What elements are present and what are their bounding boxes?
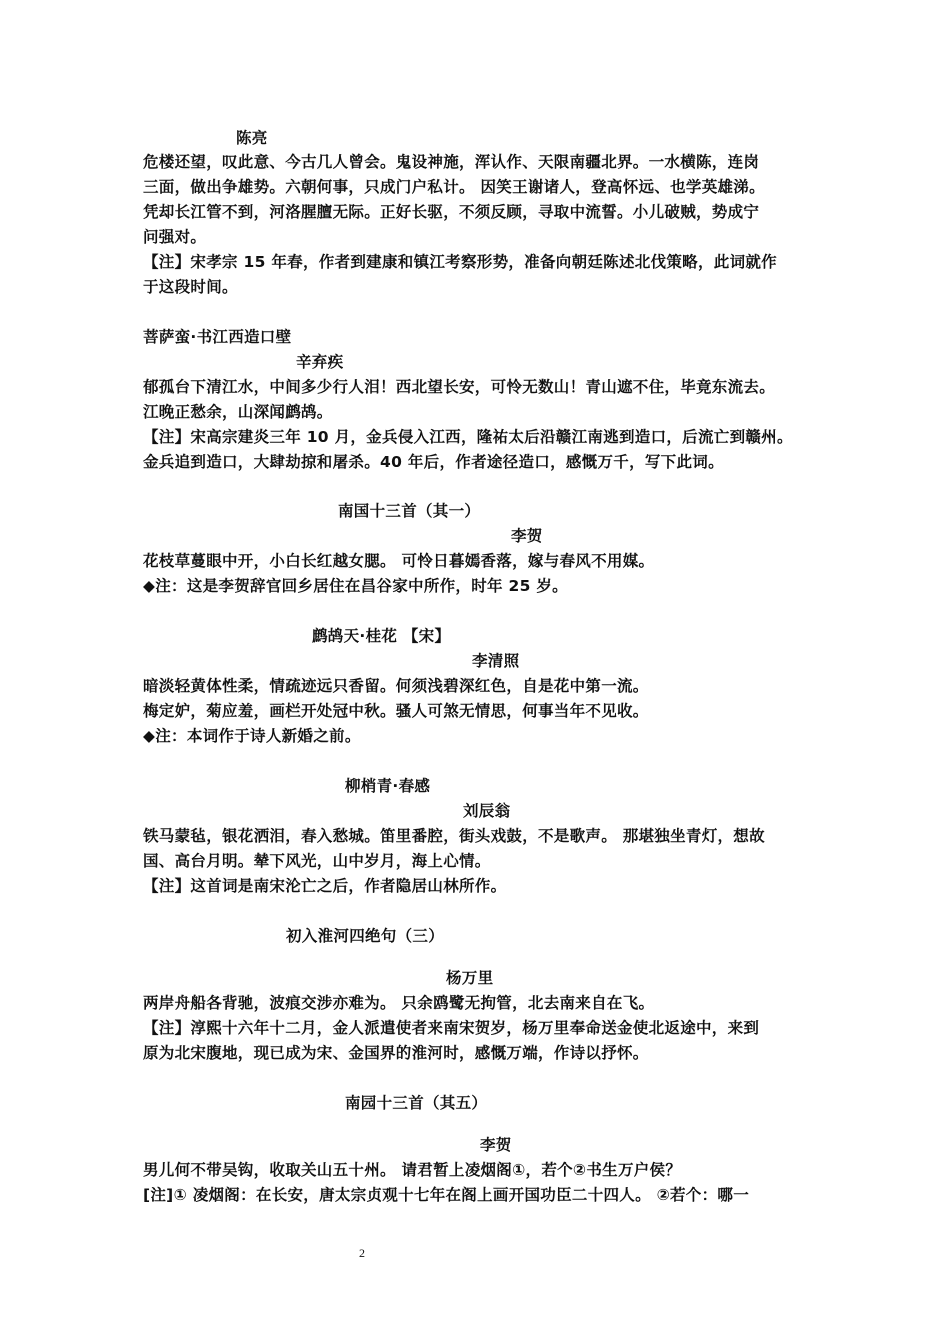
poem-note-line: 原为北宋腹地，现已成为宋、金国界的淮河时，感慨万端，作诗以抒怀。 [143,1044,649,1062]
poem-note-line: ◆注：本词作于诗人新婚之前。 [143,727,361,745]
poem-author: 李清照 [472,652,520,670]
poem-body-line: 三面，做出争雄势。六朝何事，只成门户私计。 因笑王谢诸人，登高怀远、也学英雄涕。 [143,178,765,196]
poem-title: 南国十三首（其一） [338,502,481,520]
poem-title: 鹧鸪天·桂花 【宋】 [312,627,451,645]
poem-body-line: 危楼还望，叹此意、今古几人曾会。鬼设神施，浑认作、天限南疆北界。一水横陈，连岗 [143,153,760,171]
poem-author: 杨万里 [446,969,494,987]
poem-body-line: 郁孤台下清江水，中间多少行人泪！西北望长安，可怜无数山！青山遮不住，毕竟东流去。 [143,378,776,396]
poem-note-line: 【注】这首词是南宋沦亡之后，作者隐居山林所作。 [143,877,507,895]
poem-title: 菩萨蛮·书江西造口壁 [143,328,292,346]
poem-note-line: [注]① 凌烟阁：在长安，唐太宗贞观十七年在阁上画开国功臣二十四人。 ②若个：哪一 [143,1186,750,1204]
poem-note-line: 于这段时间。 [143,278,238,296]
poem-body-line: 江晚正愁余，山深闻鹧鸪。 [143,403,333,421]
poem-note-line: 【注】淳熙十六年十二月，金人派遣使者来南宋贺岁，杨万里奉命送金使北返途中，来到 [143,1019,760,1037]
poem-body-line: 花枝草蔓眼中开，小白长红越女腮。 可怜日暮嫣香落，嫁与春风不用媒。 [143,552,655,570]
poem-body-line: 男儿何不带吴钩，收取关山五十州。 请君暂上凌烟阁①，若个②书生万户侯？ [143,1161,682,1179]
poem-body-line: 铁马蒙毡，银花洒泪，春入愁城。笛里番腔，街头戏鼓，不是歌声。 那堪独坐青灯，想故 [143,827,765,845]
poem-body-line: 问强对。 [143,228,207,246]
page-number: 2 [359,1246,365,1260]
poem-title: 初入淮河四绝句（三） [286,927,445,945]
poem-author: 陈亮 [236,129,268,147]
poem-author: 辛弃疾 [296,353,344,371]
poem-body-line: 两岸舟船各背驰，波痕交涉亦难为。 只余鸥鹭无拘管，北去南来自在飞。 [143,994,655,1012]
poem-body-line: 国、高台月明。辇下风光，山中岁月，海上心情。 [143,852,491,870]
poem-body-line: 梅定妒，菊应羞，画栏开处冠中秋。骚人可煞无情思，何事当年不见收。 [143,702,649,720]
poem-note-line: ◆注：这是李贺辞官回乡居住在昌谷家中所作，时年 25 岁。 [143,577,568,595]
poem-author: 李贺 [480,1136,512,1154]
poem-note-line: 【注】宋孝宗 15 年春，作者到建康和镇江考察形势，准备向朝廷陈述北伐策略，此词就作 [143,253,777,271]
poem-author: 李贺 [511,527,543,545]
poem-note-line: 金兵追到造口，大肆劫掠和屠杀。40 年后，作者途径造口，感慨万千，写下此词。 [143,453,724,471]
poem-author: 刘辰翁 [463,802,511,820]
poem-body-line: 暗淡轻黄体性柔，情疏迹远只香留。何须浅碧深红色，自是花中第一流。 [143,677,649,695]
poem-body-line: 凭却长江管不到，河洛腥膻无际。正好长驱，不须反顾，寻取中流誓。小儿破贼，势成宁 [143,203,760,221]
poem-title: 南园十三首（其五） [345,1094,488,1112]
poem-note-line: 【注】宋高宗建炎三年 10 月，金兵侵入江西，隆祐太后沿赣江南逃到造口，后流亡到赣州。 [143,428,793,446]
poem-title: 柳梢青·春感 [345,777,431,795]
